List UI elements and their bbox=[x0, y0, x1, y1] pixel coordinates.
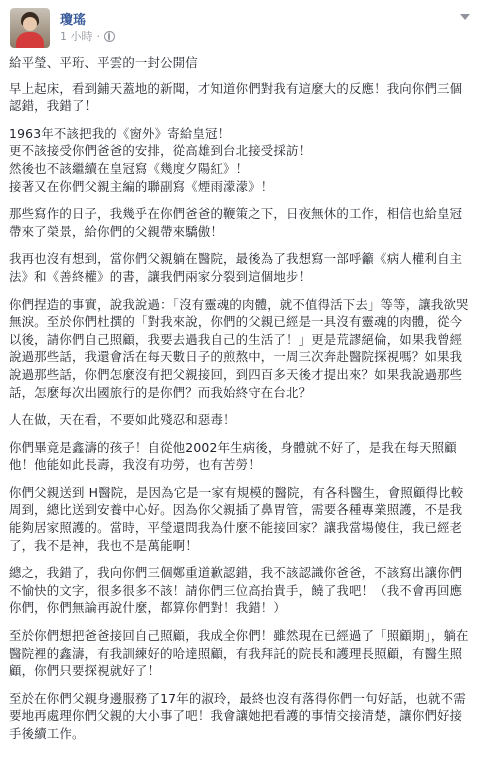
post-time[interactable]: 1 小時 bbox=[60, 30, 93, 43]
post-paragraph: 1963年不該把我的《窗外》寄給皇冠！ 更不該接受你們爸爸的安排，從高雄到台北接受採訪！ 然後也不該繼續在皇冠寫《幾度夕陽紅》！ 接著又在你們父親主編的聯副寫《煙雨濛濛》！ bbox=[9, 125, 312, 194]
post-paragraph: 我再也沒有想到，當你們父親躺在醫院，最後為了我想寫一部呼籲《病人權利自主法》和《善終權》的書，讓我們兩家分裂到這個地步！ bbox=[9, 251, 463, 284]
post-paragraph: 至於你們想把爸爸接回自己照顧，我成全你們！雖然現在已經過了「照顧期」，躺在醫院裡的鑫濤，有我訓練好的哈達照顧，有我拜託的院長和護理長照顧，有醫生照顧，你們只要探視就好了！ bbox=[9, 628, 469, 679]
globe-icon bbox=[104, 31, 115, 42]
post-paragraph: 至於在你們父親身邊服務了17年的淑玲，最終也沒有落得你們一句好話，也就不需要地再處理你們父親的大小事了吧！我會讓她把看護的事情交接清楚，讓你們好接手後續工作。 bbox=[9, 690, 466, 741]
post-paragraph: 早上起床，看到鋪天蓋地的新聞，才知道你們對我有這麼大的反應！我向你們三個認錯，我錯了！ bbox=[9, 80, 463, 114]
post-paragraph: 總之，我錯了，我向你們三個鄭重道歉認錯，我不該認識你爸爸，不該寫出讓你們不愉快的文字，很多很多不該！請你們三位高抬貴手，饒了我吧！（我不會再回應你們，你們無論再說什麼，都算你們對！我錯！） bbox=[9, 565, 463, 616]
chevron-down-icon[interactable] bbox=[456, 10, 472, 26]
post-meta: 1 小時 · bbox=[60, 28, 115, 44]
post-paragraph: 你們捏造的事實，說我說過：「沒有靈魂的肉體，就不值得活下去」等等，讓我欲哭無淚。至於你們杜撰的「對我來說，你們的父親已經是一具沒有靈魂的肉體，從今以後，請你們自己照顧，我要去過我自己的生活了！」更是荒謬絕倫，如果我曾經說過那些話，我還會活在每天數日子的煎熬中，一周三次奔赴醫院探視嗎？如果我說過那些話，你們怎麼沒有把父親接回，到四百多天後才提出來？如果我說過那些話，怎麼每次出國旅行的是你們？而我始終守在台北？ bbox=[9, 296, 469, 400]
post-paragraph: 你們父親送到 H醫院，是因為它是一家有規模的醫院，有各科醫生，會照顧得比較周到，總比送到安養中心好。因為你父親插了鼻胃管，需要各種專業照護，不是我能夠居家照護的。當時，平瑩還問我為什麼不能接回家？讓我當場傻住，我已經老了，我不是神，我也不是萬能啊！ bbox=[9, 484, 464, 553]
post-title: 給平瑩、平珩、平雲的一封公開信 bbox=[9, 55, 198, 70]
post-paragraph: 你們畢竟是鑫濤的孩子！自從他2002年生病後，身體就不好了，是我在每天照顧他！他能如此長壽，我沒有功勞，也有苦勞！ bbox=[9, 439, 457, 473]
post-body bbox=[9, 54, 473, 753]
post-paragraph: 那些寫作的日子，我幾乎在你們爸爸的鞭策之下，日夜無休的工作，相信也給皇冠帶來了榮景，給你們的父親帶來驕傲！ bbox=[9, 206, 463, 239]
post-header bbox=[0, 0, 480, 50]
avatar[interactable] bbox=[10, 8, 50, 48]
author-name[interactable]: 瓊瑤 bbox=[60, 13, 87, 28]
post-paragraph: 人在做，天在看，不要如此殘忍和惡毒！ bbox=[9, 412, 236, 428]
